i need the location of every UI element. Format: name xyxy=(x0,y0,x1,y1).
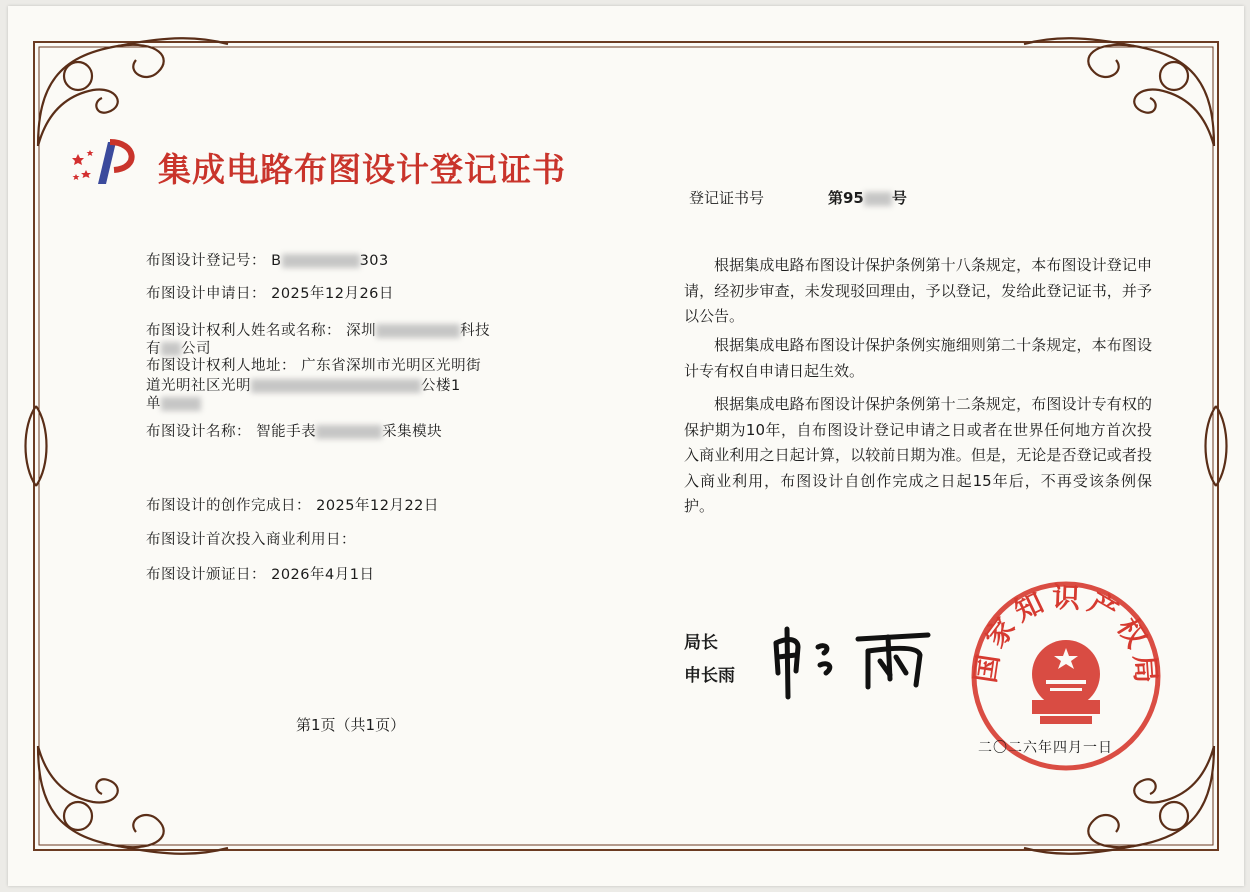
commercial-date-row xyxy=(146,528,356,549)
creation-date-row xyxy=(146,494,439,515)
design-name-row xyxy=(146,420,442,441)
ip-logo-icon xyxy=(70,134,150,194)
app-date-label: 布图设计申请日： xyxy=(146,286,266,302)
paragraph-1: 根据集成电路布图设计保护条例第十八条规定，本布图设计登记申请，经初步审查，未发现驳回理由，予以登记，发给此登记证书，并予以公告。 xyxy=(684,256,1152,325)
reg-no-row xyxy=(146,249,389,270)
page-number: 第1页（共1页） xyxy=(296,716,406,734)
owner-label: 布图设计权利人姓名或名称： xyxy=(146,323,341,339)
address-label: 布图设计权利人地址： xyxy=(146,358,296,374)
corner-ornament-tr xyxy=(1024,38,1214,146)
issue-date-row xyxy=(146,563,374,584)
owner-value: 深圳 科技 xyxy=(346,323,491,339)
commercial-date-label: 布图设计首次投入商业利用日： xyxy=(146,532,356,548)
director-title: 局长 xyxy=(684,633,718,653)
app-date-row xyxy=(146,282,394,303)
svg-text:国家知识产权局: 国家知识产权局 xyxy=(968,580,1163,691)
director-name: 申长雨 xyxy=(684,666,735,686)
address-row-2: 道光明社区光明 公楼1 xyxy=(146,378,461,394)
issue-date-chinese: 二〇二六年四月一日 xyxy=(978,740,1113,756)
corner-ornament-bl xyxy=(38,746,228,854)
paragraph-2: 根据集成电路布图设计保护条例实施细则第二十条规定，本布图设计专有权自申请日起生效。 xyxy=(684,336,1152,380)
side-ornament-left xyxy=(26,406,47,486)
corner-ornament-tl xyxy=(38,38,228,146)
cert-number-label: 登记证书号 xyxy=(689,189,765,207)
address-row-3: 单 xyxy=(146,392,201,413)
side-ornament-right xyxy=(1206,406,1227,486)
cert-number: 第95 号 xyxy=(828,189,907,207)
reg-no-label: 布图设计登记号： xyxy=(146,253,266,269)
address-line-1: 广东省深圳市光明区光明街 xyxy=(301,358,482,374)
director-signature xyxy=(768,621,938,701)
issue-date-value: 2026年4月1日 xyxy=(271,567,375,583)
creation-date-label: 布图设计的创作完成日： xyxy=(146,498,311,514)
creation-date-value: 2025年12月22日 xyxy=(316,498,439,514)
paragraph-3: 根据集成电路布图设计保护条例第十二条规定，布图设计专有权的保护期为10年，自布图设计登记申请之日或者在世界任何地方首次投入商业利用之日起计算，以较前日期为准。但是，无论是否登记或者投入商业利用，布图设计自创作完成之日起15年后，不再受该条例保护。 xyxy=(684,395,1152,515)
design-name-value: 智能手表 采集模块 xyxy=(256,424,443,440)
certificate-paper xyxy=(8,6,1244,886)
reg-no-value: B 303 xyxy=(271,253,389,269)
address-row xyxy=(146,354,481,375)
certificate-title: 集成电路布图设计登记证书 xyxy=(158,150,566,189)
app-date-value: 2025年12月26日 xyxy=(271,286,394,302)
design-name-label: 布图设计名称： xyxy=(146,424,251,440)
issue-date-label: 布图设计颁证日： xyxy=(146,567,266,583)
owner-row-2: 有 公司 xyxy=(146,341,211,357)
